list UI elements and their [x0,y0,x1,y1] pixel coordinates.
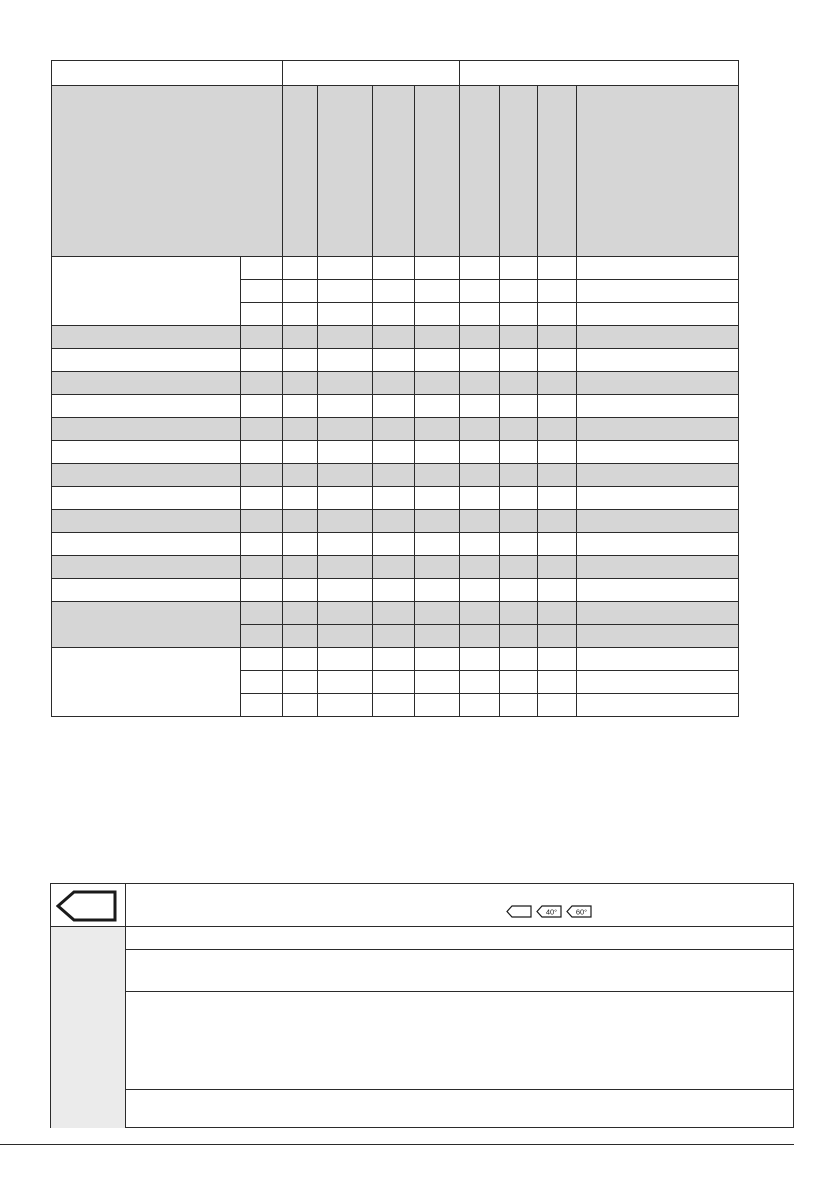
table-subheader-row [52,86,739,257]
row-label [52,510,241,533]
tag-60-label: 60° [575,907,588,917]
table-row [52,556,739,579]
row-label [52,464,241,487]
row-label [52,648,241,717]
cold-tag-icon [506,905,532,918]
row-label [52,533,241,556]
subheader-cell [500,86,538,257]
subheader-cell [52,86,283,257]
table-header-row [52,61,739,86]
table-row [52,579,739,602]
row-label [52,326,241,349]
table-row [52,349,739,372]
row-label [52,418,241,441]
header-cell-group-a [283,61,460,86]
row-label [52,602,241,648]
row-label [52,372,241,395]
subheader-cell [415,86,460,257]
subheader-cell [460,86,500,257]
row-label [52,257,241,326]
table-row [52,533,739,556]
row-label [52,441,241,464]
temperature-icons [506,905,592,918]
row-label [52,349,241,372]
table-row [52,441,739,464]
table-row [52,372,739,395]
table-row [52,464,739,487]
table-row [52,487,739,510]
footer-rule [0,1144,794,1145]
table-row [52,602,739,625]
tag-40-label: 40° [545,907,558,917]
table-row [52,418,739,441]
info-box [50,883,794,1128]
subheader-cell [373,86,415,257]
info-side-panel [51,927,125,1128]
row-label [52,395,241,418]
subheader-cell [318,86,373,257]
subheader-cell [538,86,577,257]
tag-shape-icon [56,889,118,923]
header-cell-group-b [460,61,739,86]
table-row [52,395,739,418]
subheader-cell [577,86,739,257]
row-label [52,556,241,579]
table-row [52,510,739,533]
row-label [52,579,241,602]
row-label [52,487,241,510]
table-row [52,648,739,671]
table-row [52,257,739,280]
header-cell-program [52,61,283,86]
program-table [51,60,739,717]
table-row [52,326,739,349]
tag-40-icon [536,905,562,918]
tag-60-icon [566,905,592,918]
subheader-cell [283,86,318,257]
